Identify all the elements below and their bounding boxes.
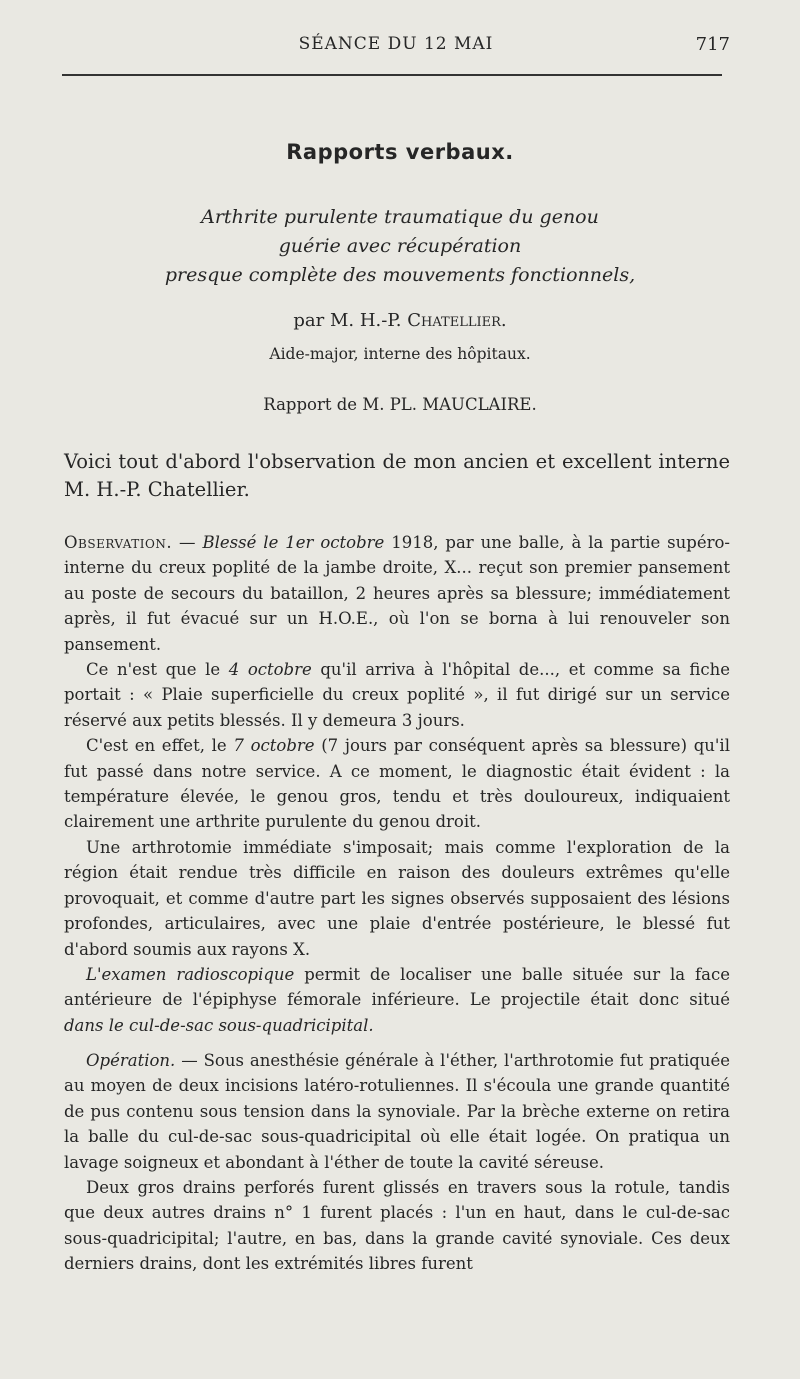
article-title-line-3: presque complète des mouvements fonctionnels, xyxy=(164,264,636,286)
operation-label: Opération. xyxy=(86,1051,176,1070)
paragraph-radioscopie: L'examen radioscopique permit de localiser une balle située sur la face antérieure de l'épiphyse fémorale inférieure. Le projectile était donc situé dans le cul-de-sac sous-quadricipital. xyxy=(64,964,730,1035)
author-byline xyxy=(0,310,800,331)
observation-paragraph: Observation. — Blessé le 1er octobre 1918, par une balle, à la partie supéro-interne du creux poplité de la jambe droite, X... reçut son premier pansement au poste de secours du bataillon, 2 heures après sa blessure; immédiatement après, il fut évacué sur un H.O.E., où l'on se borna à lui renouveler son pansement. xyxy=(64,533,730,654)
article-title-line-2: guérie avec récupération xyxy=(278,235,522,257)
operation-paragraph: Opération. — Sous anesthésie générale à l'éther, l'arthrotomie fut pratiquée au moyen de deux incisions latéro-rotuliennes. Il s'écoula une grande quantité de pus contenu sous tension dans la synoviale. Par la brèche externe on retira la balle du cul-de-sac sous-quadricipital où elle était logée. On pratiqua un lavage soigneux et abondant à l'éther de toute la cavité séreuse. xyxy=(64,1051,730,1172)
page-number: 717 xyxy=(695,34,730,55)
header-rule xyxy=(62,74,722,76)
section-title: Rapports verbaux. xyxy=(286,140,514,164)
byline-prefix: par M. H.-P. xyxy=(293,310,402,331)
intro-paragraph: Voici tout d'abord l'observation de mon ancien et excellent interne M. H.-P. Chatellier. xyxy=(64,450,730,501)
running-header xyxy=(62,34,730,60)
operation-text xyxy=(64,1048,730,1277)
article-title-line-1: Arthrite purulente traumatique du genou xyxy=(201,206,599,228)
running-title: SÉANCE DU 12 MAI xyxy=(298,34,494,54)
observation-label: Observation. xyxy=(64,533,173,552)
rapporteur-line: Rapport de M. PL. MAUCLAIRE. xyxy=(263,395,537,414)
observation-text: 1918, par une balle, à la partie supéro-interne du creux poplité de la jambe droite, X... reçut son premier pansement au poste de secours du bataillon, 2 heures après sa blessure; immédiatement après, il fut évacué sur un H.O.E., où l'on se borna à lui renouveler son pansement. xyxy=(64,533,730,654)
paragraph-service: C'est en effet, le 7 octobre (7 jours par conséquent après sa blessure) qu'il fut passé dans notre service. A ce moment, le diagnostic était évident : la température élevée, le genou gros, tendu et très douloureux, indiquaient clairement une arthrite purulente du genou droit. xyxy=(64,736,730,832)
body-text xyxy=(64,530,730,1038)
paragraph-arthrotomie: Une arthrotomie immédiate s'imposait; mais comme l'exploration de la région était rendue très difficile en raison des douleurs extrêmes qu'elle provoquait, et comme d'autre part les signes observés supposaient des lésions profondes, articulaires, avec une plaie d'entrée postérieure, le blessé fut d'abord soumis aux rayons X. xyxy=(64,837,730,959)
author-name: Chatellier. xyxy=(407,310,507,331)
paragraph-drains: Deux gros drains perforés furent glissés en travers sous la rotule, tandis que deux autres drains n° 1 furent placés : l'un en haut, dans le cul-de-sac sous-quadricipital; l'autre, en bas, dans la grande cavité synoviale. Ces deux derniers drains, dont les extrémités libres furent xyxy=(64,1178,730,1274)
author-affiliation: Aide-major, interne des hôpitaux. xyxy=(269,345,531,363)
paragraph-arrival: Ce n'est que le 4 octobre qu'il arriva à l'hôpital de..., et comme sa fiche portait : « Plaie superficielle du creux poplité », il fut dirigé sur un service réservé aux petits blessés. Il y demeura 3 jours. xyxy=(64,660,731,730)
observation-date: Blessé le 1er octobre xyxy=(202,533,385,552)
